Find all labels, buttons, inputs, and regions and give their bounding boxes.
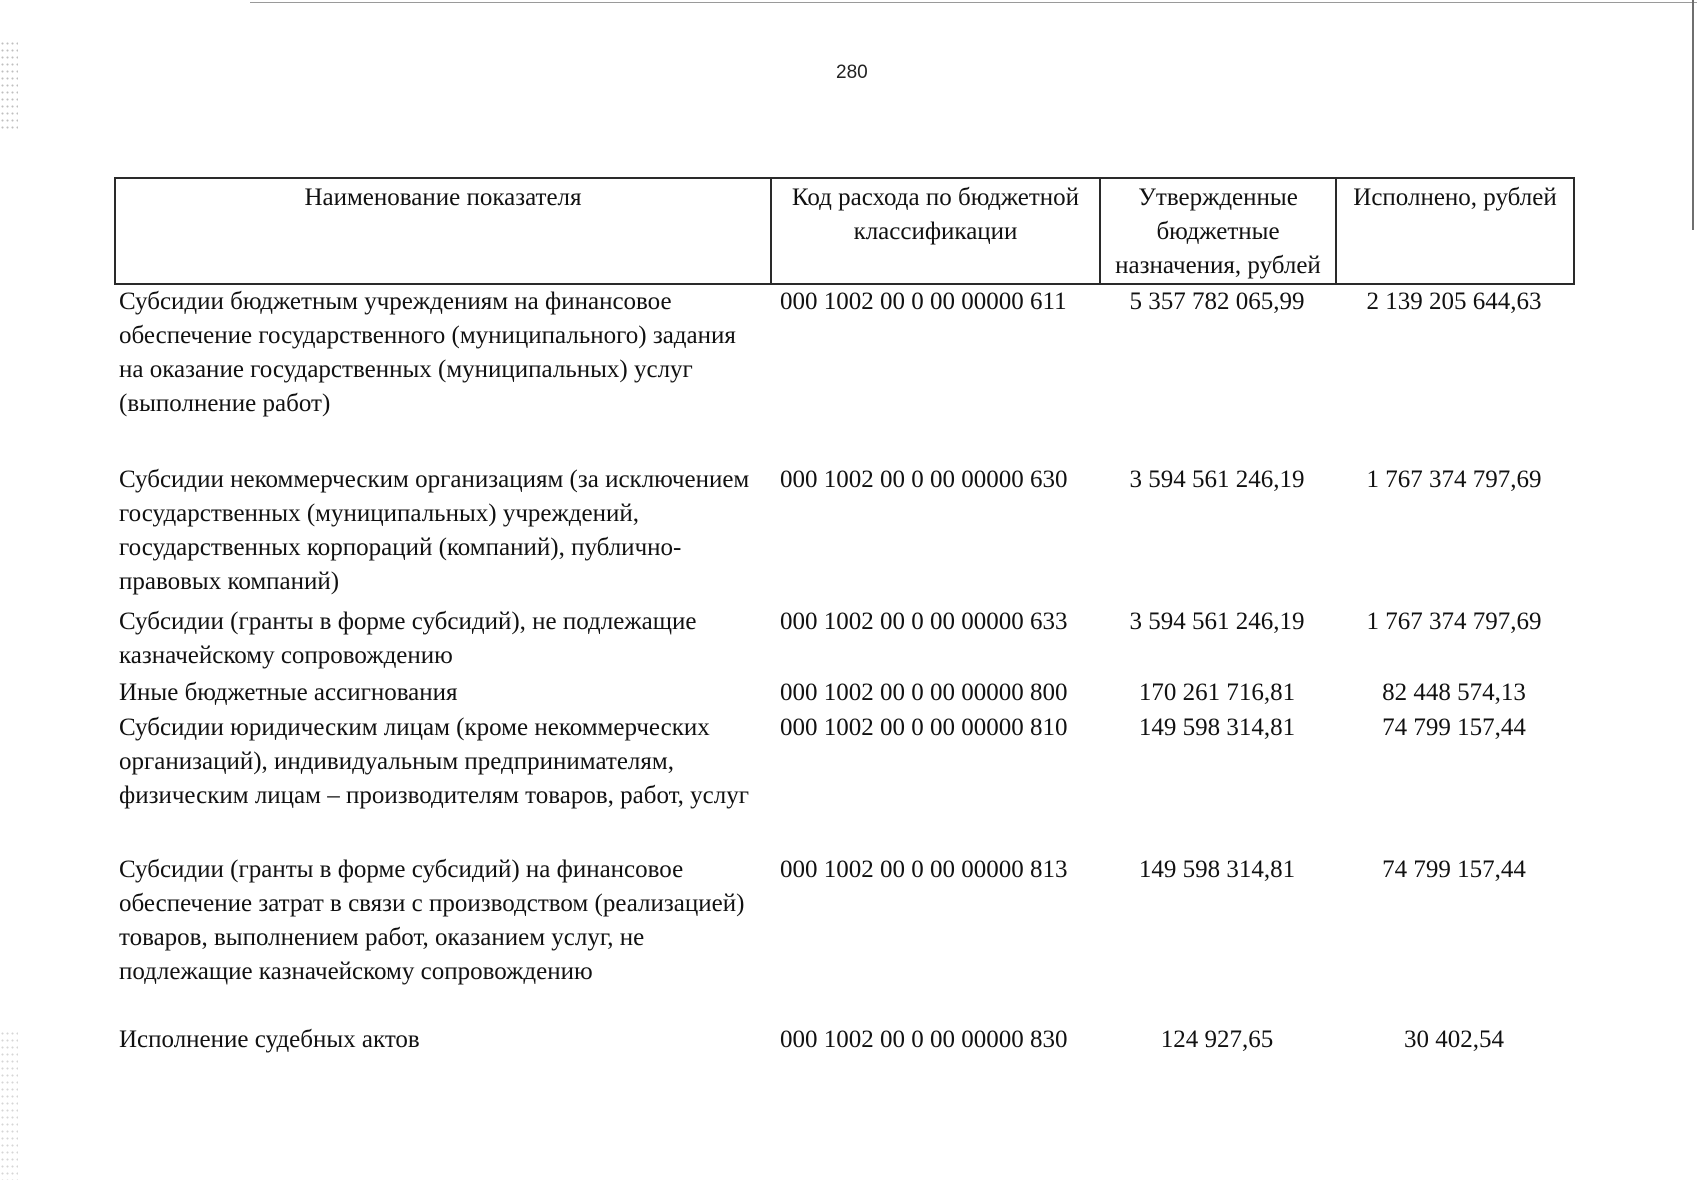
indicator-name-cell: Субсидии (гранты в форме субсидий) на финансовое обеспечение затрат в связи с производством (реализацией) товаров, выполнением работ, оказанием услуг, не подлежащие казначейскому сопровождению: [119, 856, 745, 985]
approved-amount-cell: 149 598 314,81: [1138, 714, 1296, 741]
scan-edge-top: [250, 2, 1697, 3]
indicator-name-cell: Субсидии юридическим лицам (кроме некоммерческих организаций), индивидуальным предпринимателям, физическим лицам – производителям товаров, работ, услуг: [119, 714, 750, 809]
expense-code-cell: 000 1002 00 0 00 00000 800: [780, 679, 1068, 706]
expense-code-cell: 000 1002 00 0 00 00000 633: [780, 608, 1068, 635]
indicator-name-cell: Субсидии некоммерческим организациям (за исключением государственных (муниципальных) учреждений, государственных корпораций (компаний), публично-правовых компаний): [119, 466, 750, 595]
expense-code-cell: 000 1002 00 0 00 00000 813: [780, 856, 1068, 883]
scan-noise-bottom-left: [0, 1030, 18, 1180]
table-row: [115, 605, 1574, 676]
executed-amount-cell: 2 139 205 644,63: [1366, 288, 1542, 315]
table-row: [115, 676, 1574, 711]
header-executed-amount: Исполнено, рублей: [1336, 178, 1574, 284]
approved-amount-cell: 3 594 561 246,19: [1129, 608, 1305, 635]
table-row: [115, 284, 1574, 463]
approved-amount-cell: 5 357 782 065,99: [1129, 288, 1305, 315]
approved-amount-cell: 170 261 716,81: [1138, 679, 1296, 706]
expense-code-cell: 000 1002 00 0 00 00000 630: [780, 466, 1068, 493]
header-expense-code: Код расхода по бюджетной классификации: [771, 178, 1100, 284]
executed-amount-cell: 74 799 157,44: [1382, 714, 1526, 741]
table-row: [115, 463, 1574, 605]
scan-edge-right: [1692, 0, 1694, 230]
approved-amount-cell: 3 594 561 246,19: [1129, 466, 1305, 493]
indicator-name-cell: Субсидии бюджетным учреждениям на финансовое обеспечение государственного (муниципального) задания на оказание государственных (муниципальных) услуг (выполнение работ): [119, 288, 736, 417]
indicator-name-cell: Иные бюджетные ассигнования: [119, 679, 458, 706]
indicator-name-cell: Субсидии (гранты в форме субсидий), не подлежащие казначейскому сопровождению: [119, 608, 697, 669]
table-header-row: [115, 178, 1574, 284]
header-indicator-name: Наименование показателя: [115, 178, 771, 284]
budget-execution-table: [114, 177, 1575, 1063]
scan-noise-top-left: [0, 40, 18, 130]
header-approved-amount: Утвержденные бюджетные назначения, рублей: [1100, 178, 1336, 284]
executed-amount-cell: 1 767 374 797,69: [1366, 466, 1542, 493]
expense-code-cell: 000 1002 00 0 00 00000 830: [780, 1026, 1068, 1053]
executed-amount-cell: 1 767 374 797,69: [1366, 608, 1542, 635]
table-row: [115, 1023, 1574, 1063]
executed-amount-cell: 74 799 157,44: [1382, 856, 1526, 883]
table-row: [115, 853, 1574, 1023]
table-row: [115, 711, 1574, 853]
page-number: 280: [836, 62, 868, 83]
approved-amount-cell: 124 927,65: [1160, 1026, 1274, 1053]
indicator-name-cell: Исполнение судебных актов: [119, 1026, 420, 1053]
executed-amount-cell: 30 402,54: [1404, 1026, 1504, 1053]
executed-amount-cell: 82 448 574,13: [1382, 679, 1526, 706]
expense-code-cell: 000 1002 00 0 00 00000 810: [780, 714, 1068, 741]
approved-amount-cell: 149 598 314,81: [1138, 856, 1296, 883]
expense-code-cell: 000 1002 00 0 00 00000 611: [780, 288, 1067, 315]
